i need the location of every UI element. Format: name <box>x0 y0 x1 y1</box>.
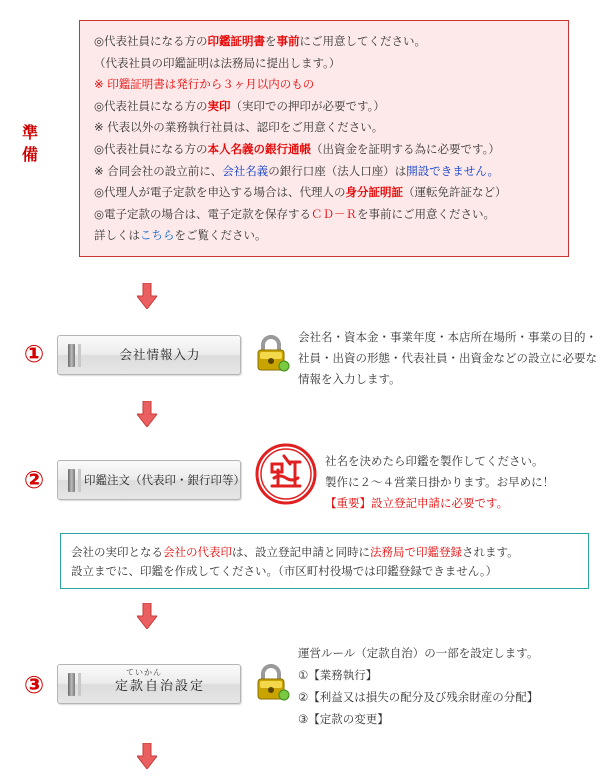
step-3-description: 運営ルール（定款自治）の一部を設定します。 ①【業務執行】 ②【利益又は損失の配分及び残余財産の分配】 ③【定款の変更】 <box>298 646 539 726</box>
text-fragment: ※ 代表以外の業務執行社員は、認印をご用意ください。 <box>94 120 384 135</box>
text-fragment: 会社名義 <box>222 163 269 178</box>
down-arrow-icon <box>137 603 157 629</box>
note-line-2: 設立までに、印鑑を作成してください。（市区町村役場では印鑑登録できません。） <box>71 564 498 578</box>
text-fragment: ◎電子定款の場合は、電子定款を保存する <box>94 206 312 221</box>
padlock-icon <box>251 333 291 373</box>
details-link[interactable]: こちら <box>140 228 175 243</box>
text-fragment: ※ 合同会社の設立前に、 <box>94 163 223 178</box>
text-fragment: にご用意してください。 <box>299 34 427 48</box>
text-fragment: （出資金を証明する為に必要です。） <box>311 141 500 156</box>
preparation-item <box>94 139 556 161</box>
padlock-icon <box>251 662 291 702</box>
seal-order-button[interactable] <box>57 460 245 500</box>
text-fragment: 事前 <box>276 34 300 48</box>
text-fragment: されます。 <box>462 545 519 559</box>
preparation-item <box>94 225 556 247</box>
down-arrow-icon <box>137 401 157 427</box>
articles-autonomy-settings-button[interactable] <box>57 664 241 704</box>
text-fragment: を <box>265 34 277 48</box>
step-2-description: 社名を決めたら印鑑を製作してください。 製作に２～４営業日掛かります。お早めに！ 【重要】設立登記申請に必要です。 <box>325 454 555 510</box>
preparation-item <box>94 204 556 226</box>
preparation-item <box>94 182 556 204</box>
text-fragment: ◎代表社員になる方の <box>94 98 208 113</box>
text-fragment: は、設立登記申請と同時に <box>232 545 370 559</box>
note-line-1 <box>71 543 588 562</box>
text-fragment: 開設できません。 <box>406 163 499 178</box>
step-number-2: ② <box>23 466 45 494</box>
text-fragment: 詳しくは <box>94 228 140 243</box>
preparation-box <box>79 20 569 257</box>
preparation-item <box>94 53 556 75</box>
preparation-item <box>94 161 556 183</box>
step-1-description: 会社名・資本金・事業年度・本店所在場所・事業の目的・ 社員・出資の形態・代表社員・出資金などの設立に必要な 情報を入力します。 <box>298 330 597 386</box>
text-fragment: （代表社員の印鑑証明は法務局に提出します。） <box>94 55 341 70</box>
text-fragment: ※ 印鑑証明書は発行から３ヶ月以内のもの <box>94 77 315 92</box>
text-fragment: ◎代表社員になる方の <box>94 141 208 156</box>
preparation-item <box>94 31 556 53</box>
text-fragment: 印鑑証明書 <box>207 34 266 48</box>
preparation-list <box>94 31 556 247</box>
step-button-label: 会社情報入力 <box>119 347 201 362</box>
text-fragment: ＣＤ－Ｒ <box>311 206 358 221</box>
text-fragment: 本人名義の銀行通帳 <box>207 141 312 156</box>
company-info-input-button[interactable] <box>57 335 241 375</box>
text-fragment: 会社の実印となる <box>71 545 163 559</box>
text-fragment: 実印 <box>207 98 231 113</box>
text-fragment: 法務局で印鑑登録 <box>370 545 462 559</box>
furigana-reading: ていかん <box>126 668 162 677</box>
down-arrow-icon <box>137 743 157 769</box>
text-fragment: 会社の代表印 <box>163 545 232 559</box>
seal-registration-note <box>60 533 589 589</box>
text-fragment: の銀行口座（法人口座）は <box>268 163 407 178</box>
text-fragment: ◎代表社員になる方の <box>94 34 208 48</box>
down-arrow-icon <box>137 283 157 309</box>
preparation-label: 準備 <box>21 123 38 164</box>
text-fragment: （実印での押印が必要です。） <box>230 98 385 113</box>
preparation-item <box>94 74 556 96</box>
preparation-item <box>94 96 556 118</box>
seal-stamp-icon <box>254 442 318 506</box>
preparation-item <box>94 117 556 139</box>
text-fragment: （運転免許証など） <box>403 185 507 200</box>
step-button-label: 定款自治設定 <box>114 679 205 694</box>
step-number-1: ① <box>23 340 45 368</box>
text-fragment: を事前にご用意ください。 <box>357 206 496 221</box>
text-fragment: 身分証明証 <box>345 185 404 200</box>
step-number-3: ③ <box>23 671 45 699</box>
text-fragment: をご覧ください。 <box>174 228 267 243</box>
text-fragment: ◎代理人が電子定款を申込する場合は、代理人の <box>94 185 346 200</box>
step-button-label: 印鑑注文（代表印・銀行印等） <box>84 473 245 487</box>
